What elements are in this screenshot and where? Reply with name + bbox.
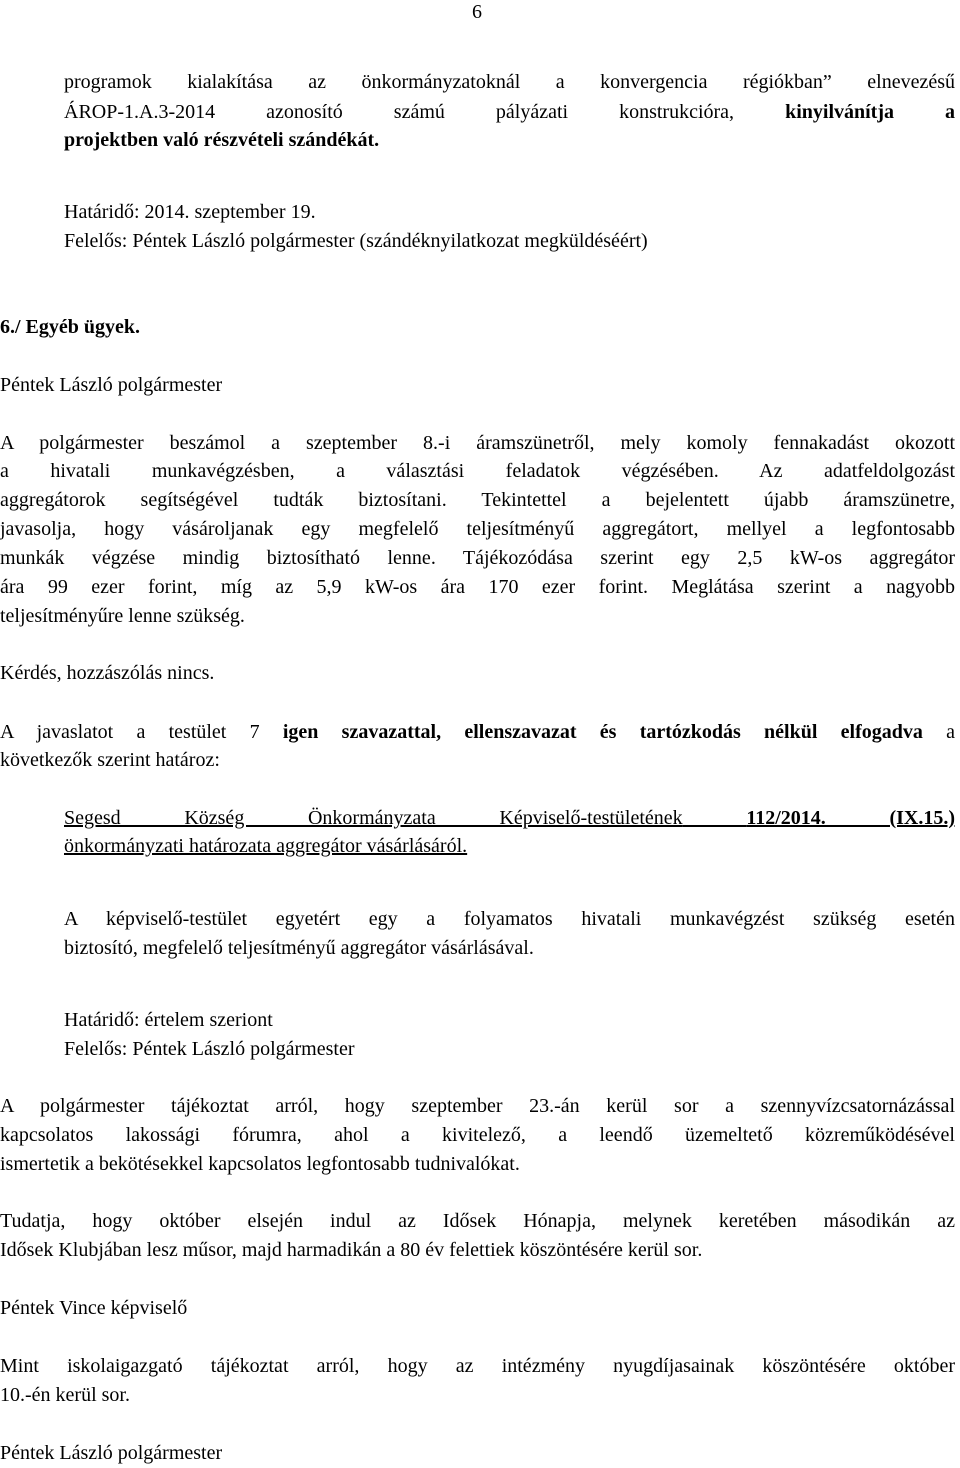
vince-line-2: 10.-én kerül sor. — [0, 1384, 130, 1406]
vote-post: a — [946, 721, 956, 743]
resolution-title-2: önkormányzati határozata aggregátor vásárlásáról. — [64, 835, 468, 857]
vince-speaker: Péntek Vince képviselő — [0, 1297, 188, 1319]
report-line-4: javasolja, hogy vásároljanak egy megfelelő teljesítményű aggregátort, mellyel a legfontosabb — [0, 518, 955, 540]
forum-line-3: ismertetik a bekötésekkel kapcsolatos legfontosabb tudnivalókat. — [0, 1153, 520, 1175]
report-line-2: a hivatali munkavégzésben, a választási feladatok végzésében. Az adatfeldolgozást — [0, 460, 955, 482]
section-title — [0, 315, 140, 339]
intro-line-2 — [64, 100, 955, 124]
section-title-text: 6./ Egyéb ügyek. — [0, 316, 141, 338]
resolution-number: 112/2014. (IX.15.) — [746, 807, 955, 829]
report-line-3: aggregátorok segítségével tudták biztosítani. Tekintettel a bejelentett újabb áramszünetre, — [0, 489, 955, 511]
forum-line-2: kapcsolatos lakossági fórumra, ahol a kivitelező, a leendő üzemeltető közreműködésével — [0, 1124, 955, 1146]
intro-line-1: programok kialakítása az önkormányzatoknál a konvergencia régiókban” elnevezésű — [64, 71, 955, 93]
intro-responsible: Felelős: Péntek László polgármester (szándéknyilatkozat megküldéséért) — [64, 230, 648, 252]
resolution-responsible: Felelős: Péntek László polgármester — [64, 1038, 355, 1060]
intro-line-2-text: ÁROP-1.A.3-2014 azonosító számú pályázati konstrukcióra, — [64, 101, 735, 123]
resolution-body-1: A képviselő-testület egyetért egy a folyamatos hivatali munkavégzést szükség esetén — [64, 908, 955, 930]
elderly-line-2: Idősek Klubjában lesz műsor, majd harmadikán a 80 év felettiek köszöntésére kerül sor. — [0, 1239, 703, 1261]
resolution-title-text: Segesd Község Önkormányzata Képviselő-testületének — [64, 807, 683, 829]
vote-line-2: következők szerint határoz: — [0, 749, 220, 771]
section-speaker: Péntek László polgármester — [0, 374, 223, 396]
resolution-body-2: biztosító, megfelelő teljesítményű aggregátor vásárlásával. — [64, 937, 534, 959]
intro-line-3-bold: projektben való részvételi szándékát. — [64, 129, 380, 151]
resolution-title-1 — [64, 806, 955, 830]
closing-speaker: Péntek László polgármester — [0, 1442, 223, 1464]
intro-line-3 — [64, 128, 379, 152]
vince-line-1: Mint iskolaigazgató tájékoztat arról, hogy az intézmény nyugdíjasainak köszöntésére október — [0, 1355, 955, 1377]
report-line-5: munkák végzése mindig biztosítható lenne. Tájékozódása szerint egy 2,5 kW-os aggregátor — [0, 547, 955, 569]
report-line-1: A polgármester beszámol a szeptember 8.-i áramszünetről, mely komoly fennakadást okozott — [0, 432, 955, 454]
intro-line-2-bold: kinyilvánítja a — [785, 101, 956, 123]
page-number: 6 — [472, 1, 482, 23]
elderly-line-1: Tudatja, hogy október elsején indul az Idősek Hónapja, melynek keretében másodikán az — [0, 1210, 955, 1232]
vote-bold: igen szavazattal, ellenszavazat és tartózkodás nélkül elfogadva — [282, 721, 923, 743]
report-line-6: ára 99 ezer forint, míg az 5,9 kW-os ára 170 ezer forint. Meglátása szerint a nagyobb — [0, 576, 955, 598]
question-line: Kérdés, hozzászólás nincs. — [0, 662, 215, 684]
forum-line-1: A polgármester tájékoztat arról, hogy szeptember 23.-án kerül sor a szennyvízcsatornázással — [0, 1095, 955, 1117]
vote-line-1 — [0, 720, 955, 744]
vote-pre: A javaslatot a testület 7 — [0, 721, 260, 743]
intro-deadline: Határidő: 2014. szeptember 19. — [64, 201, 316, 223]
resolution-deadline: Határidő: értelem szeriont — [64, 1009, 273, 1031]
report-line-7: teljesítményűre lenne szükség. — [0, 605, 245, 627]
